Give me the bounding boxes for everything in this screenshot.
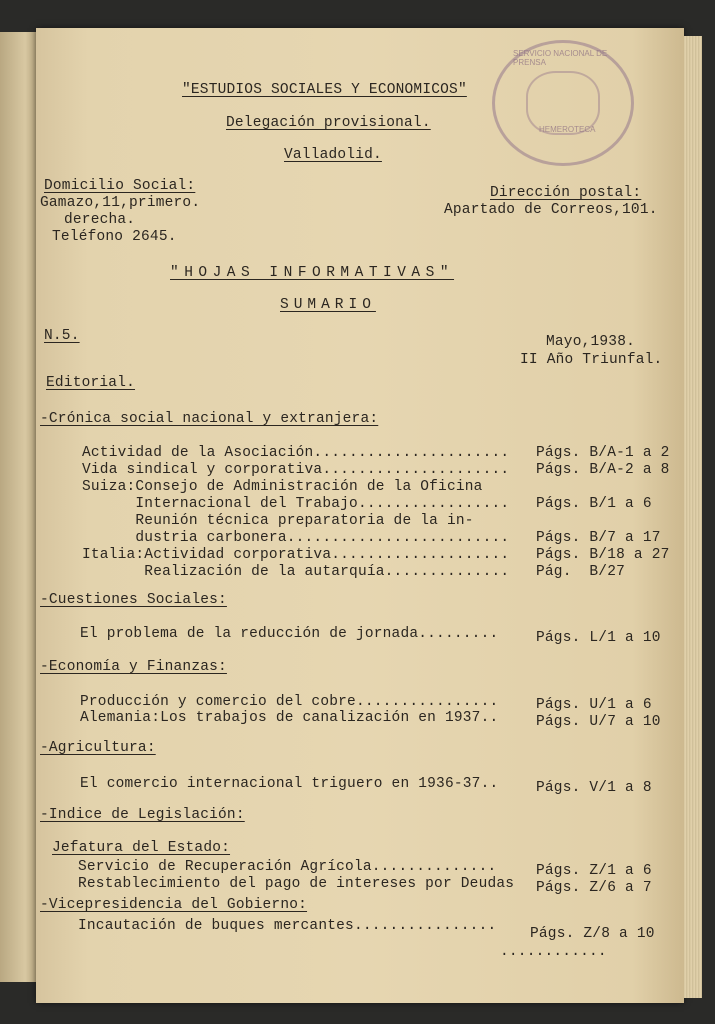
section-agricultura: -Agricultura:	[40, 740, 156, 756]
entry-pages: Pág. B/27	[536, 564, 626, 580]
page-stack-edge	[684, 36, 702, 998]
entry-pages: Págs. V/1 a 8	[536, 780, 652, 796]
entry-pages: Págs. B/A-2 a 8	[536, 462, 670, 478]
entry-pages: Págs. Z/8 a 10	[530, 926, 655, 942]
entry-text: Italia:Actividad corporativa....................	[82, 547, 510, 563]
domicile-phone: Teléfono 2645.	[52, 229, 177, 245]
entry-pages: Págs. U/7 a 10	[536, 714, 661, 730]
entry-pages: Págs. L/1 a 10	[536, 630, 661, 646]
issue-number: N.5.	[44, 328, 80, 344]
entry-text: Vida sindical y corporativa.....................	[82, 462, 510, 478]
issue-year: II Año Triunfal.	[520, 352, 663, 368]
section-economia: -Economía y Finanzas:	[40, 659, 227, 675]
subsection-jefatura: Jefatura del Estado:	[52, 840, 231, 856]
entry-pages: Págs. Z/6 a 7	[536, 880, 652, 896]
entry-text: Suiza:Consejo de Administración de la Oficina	[82, 479, 483, 495]
domicile-label: Domicilio Social:	[44, 178, 196, 194]
entry-text: Internacional del Trabajo.................	[82, 496, 510, 512]
entry-text: dustria carbonera.........................	[82, 530, 510, 546]
entry-pages: Págs. U/1 a 6	[536, 697, 652, 713]
delegation-line: Delegación provisional.	[226, 115, 431, 131]
postal-line: Apartado de Correos,101.	[444, 202, 658, 218]
postal-label: Dirección postal:	[490, 185, 642, 201]
entry-pages: Págs. B/1 a 6	[536, 496, 652, 512]
city-line: Valladolid.	[284, 147, 382, 163]
hemeroteca-stamp	[492, 40, 634, 166]
bulletin-title: "HOJAS INFORMATIVAS"	[170, 265, 455, 281]
section-cuestiones: -Cuestiones Sociales:	[40, 592, 227, 608]
entry-text: Alemania:Los trabajos de canalización en 1937..	[80, 710, 499, 726]
section-vicepresidencia: -Vicepresidencia del Gobierno:	[40, 897, 308, 913]
entry-text: El problema de la reducción de jornada.........	[80, 626, 499, 642]
entry-pages: Págs. B/A-1 a 2	[536, 445, 670, 461]
trailing-dots: ............	[500, 944, 607, 960]
entry-pages: Págs. Z/1 a 6	[536, 863, 652, 879]
entry-pages: Págs. B/7 a 17	[536, 530, 661, 546]
section-indice: -Indice de Legislación:	[40, 807, 245, 823]
issue-date: Mayo,1938.	[546, 334, 636, 350]
entry-text: Incautación de buques mercantes................	[78, 918, 497, 934]
org-title: "ESTUDIOS SOCIALES Y ECONOMICOS"	[182, 82, 467, 98]
stamp-text-inner: HEMEROTECA	[539, 125, 596, 134]
entry-text: Reunión técnica preparatoria de la in-	[82, 513, 474, 529]
entry-text: Producción y comercio del cobre................	[80, 694, 499, 710]
section-cronica: -Crónica social nacional y extranjera:	[40, 411, 379, 427]
entry-pages: Págs. B/18 a 27	[536, 547, 670, 563]
entry-text: Restablecimiento del pago de intereses por Deudas	[78, 876, 515, 892]
section-editorial: Editorial.	[46, 375, 136, 391]
entry-text: Realización de la autarquía..............	[82, 564, 510, 580]
entry-text: Servicio de Recuperación Agrícola..............	[78, 859, 497, 875]
entry-text: Actividad de la Asociación......................	[82, 445, 510, 461]
entry-text: El comercio internacional triguero en 1936-37..	[80, 776, 499, 792]
stamp-text-outer: SERVICIO NACIONAL DE PRENSA	[513, 49, 608, 67]
domicile-line2: derecha.	[64, 212, 136, 228]
domicile-line1: Gamazo,11,primero.	[40, 195, 201, 211]
summary-title: SUMARIO	[280, 297, 376, 313]
